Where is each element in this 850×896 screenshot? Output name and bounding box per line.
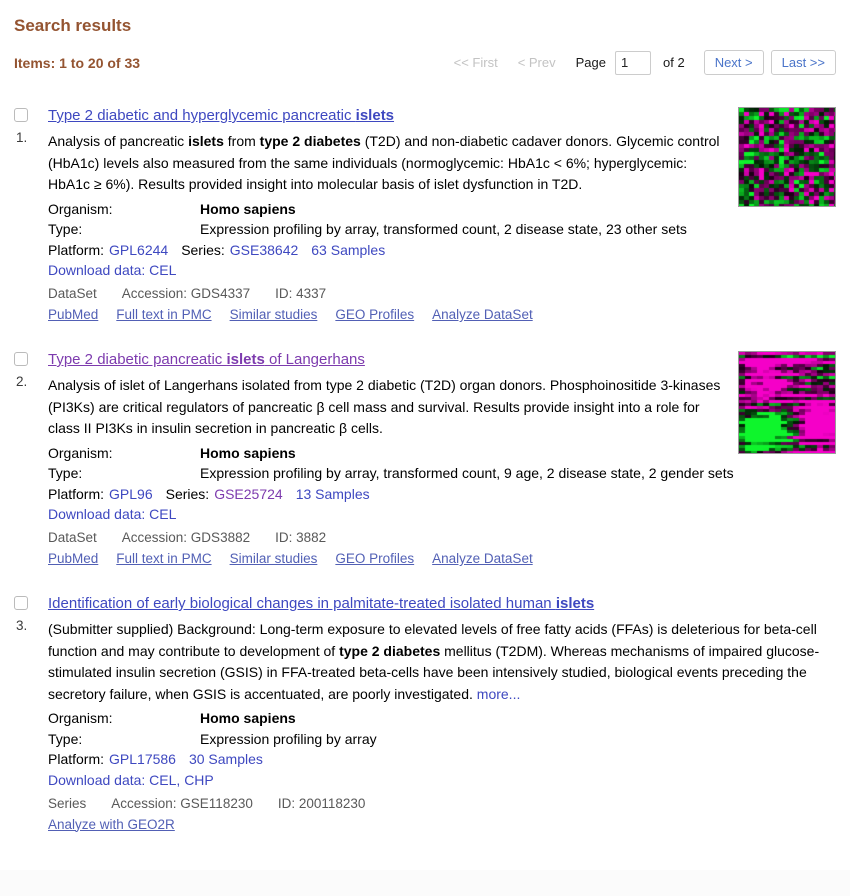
next-page-button[interactable]: Next > xyxy=(704,50,764,75)
platform-series-label: Platform: xyxy=(48,485,105,502)
text-run: Analysis of pancreatic xyxy=(48,133,189,149)
accession-link[interactable]: GSE38642 xyxy=(229,241,299,258)
field-row xyxy=(48,199,836,220)
text-run: Analysis of islet of Langerhans isolated from type 2 diabetic (T2D) organ donors. Phosphoinositide 3-kinases (PI3Ks) are critical regulators of pancreatic β cell mass and survival. Results provide insight into a role for class II PI3Ks in insulin secretion in pancreatic β cells. xyxy=(48,377,721,436)
accession-text: ID: 200118230 xyxy=(277,795,366,811)
page-title: Search results xyxy=(14,16,132,35)
text-run: (T2D) and non-diabetic cadaver donors. Glycemic control (HbA1c) levels also measured from the same individuals (normoglycemic: HbA1c < 6%; hyperglycemic: HbA1c ≥ 6%). Results provided insight into molecular basis of islet dysfunction in T2D. xyxy=(48,133,720,192)
result-content xyxy=(48,593,836,835)
field-row xyxy=(48,729,836,750)
result-number: 1. xyxy=(16,130,28,145)
accession-text: Accession: GDS4337 xyxy=(121,286,251,301)
search-result xyxy=(14,349,836,569)
result-gutter xyxy=(14,349,48,569)
field-row xyxy=(48,443,836,464)
search-result xyxy=(14,105,836,325)
accession-row xyxy=(48,283,836,304)
aux-links-row xyxy=(48,548,836,569)
result-number: 2. xyxy=(16,374,28,389)
dataset-heatmap-thumbnail[interactable] xyxy=(738,107,836,207)
download-data-link[interactable]: Download data: CEL xyxy=(48,262,177,278)
field-value: Expression profiling by array xyxy=(200,730,377,747)
text-run: islets xyxy=(188,133,224,149)
text-run: islets xyxy=(226,351,265,368)
items-count: Items: 1 to 20 of 33 xyxy=(14,54,141,71)
accession-text: DataSet xyxy=(48,530,97,545)
text-run: type 2 diabetes xyxy=(259,133,361,149)
download-data-link[interactable]: Download data: CEL xyxy=(48,506,177,522)
text-run: Identification of early biological changes in palmitate-treated isolated human xyxy=(48,595,556,612)
dataset-heatmap-thumbnail[interactable] xyxy=(738,351,836,454)
text-run: islets xyxy=(355,107,395,124)
subheader-row xyxy=(14,50,836,75)
result-description xyxy=(48,131,836,196)
aux-link[interactable]: GEO Profiles xyxy=(335,307,415,322)
page-number-input[interactable] xyxy=(615,51,651,75)
platform-series-label: Series: xyxy=(181,241,225,258)
result-description xyxy=(48,619,836,705)
accession-link[interactable]: GPL6244 xyxy=(109,241,169,258)
result-gutter xyxy=(14,105,48,325)
text-run: (Submitter supplied) Background: Long-term exposure to elevated levels of free fatty acids (FFAs) is deleterious for beta-cell function and may contribute to development of xyxy=(48,621,817,659)
text-run: from xyxy=(223,133,260,149)
last-page-button[interactable]: Last >> xyxy=(771,50,836,75)
result-content xyxy=(48,349,836,569)
accession-text: DataSet xyxy=(48,286,97,301)
accession-row xyxy=(48,527,836,548)
aux-link[interactable]: PubMed xyxy=(48,551,99,566)
download-row xyxy=(48,504,836,525)
accession-row xyxy=(48,793,836,814)
accession-text: ID: 4337 xyxy=(275,286,327,301)
platform-series-label: Series: xyxy=(165,485,210,502)
page-label: Page xyxy=(575,55,606,70)
result-title xyxy=(48,105,836,126)
prev-page-link: < Prev xyxy=(517,55,556,70)
accession-text: Series xyxy=(48,795,87,811)
result-title-link[interactable] xyxy=(48,351,365,368)
result-checkbox[interactable] xyxy=(14,108,28,122)
result-gutter xyxy=(14,593,48,835)
aux-link[interactable]: GEO Profiles xyxy=(335,551,415,566)
platform-series-row xyxy=(48,240,836,261)
field-value: Expression profiling by array, transformed count, 9 age, 2 disease state, 2 gender sets xyxy=(200,465,734,481)
download-row xyxy=(48,770,836,791)
result-title-link[interactable] xyxy=(48,107,394,124)
accession-link[interactable]: 30 Samples xyxy=(188,751,263,767)
footer-band xyxy=(0,870,850,896)
page-of-label: of 2 xyxy=(663,55,685,70)
results-list xyxy=(14,105,836,835)
aux-link[interactable]: Analyze DataSet xyxy=(432,551,533,566)
platform-series-row xyxy=(48,749,836,770)
aux-link[interactable]: Analyze with GEO2R xyxy=(48,816,175,832)
result-number: 3. xyxy=(16,618,28,633)
result-content xyxy=(48,105,836,325)
accession-link[interactable]: 63 Samples xyxy=(311,241,386,258)
accession-text: Accession: GDS3882 xyxy=(121,530,251,545)
aux-link[interactable]: Full text in PMC xyxy=(116,551,212,566)
aux-link[interactable]: Full text in PMC xyxy=(116,307,212,322)
first-page-link: << First xyxy=(453,55,498,70)
field-label: Organism: xyxy=(48,710,113,726)
result-title xyxy=(48,349,836,370)
download-data-link[interactable]: Download data: CEL, CHP xyxy=(48,771,214,788)
result-title-link[interactable] xyxy=(48,595,594,612)
result-checkbox[interactable] xyxy=(14,352,28,366)
field-value: Homo sapiens xyxy=(200,444,296,461)
platform-series-label: Platform: xyxy=(48,751,105,767)
aux-links-row xyxy=(48,304,836,325)
platform-series-label: Platform: xyxy=(48,241,105,258)
aux-link[interactable]: Similar studies xyxy=(229,307,318,322)
field-row xyxy=(48,463,836,484)
search-result xyxy=(14,593,836,835)
field-value: Expression profiling by array, transformed count, 2 disease state, 23 other sets xyxy=(200,221,687,237)
platform-series-row xyxy=(48,484,836,505)
field-label: Type: xyxy=(48,465,83,481)
result-fields xyxy=(48,708,836,749)
field-label: Organism: xyxy=(48,200,113,217)
result-checkbox[interactable] xyxy=(14,596,28,610)
field-value: Homo sapiens xyxy=(200,200,296,217)
text-run: islets xyxy=(555,595,595,612)
field-row xyxy=(48,708,836,729)
aux-link[interactable]: Similar studies xyxy=(229,551,318,566)
aux-links-row xyxy=(48,814,836,835)
text-run: of Langerhans xyxy=(264,351,365,368)
aux-link[interactable]: Analyze DataSet xyxy=(432,307,533,322)
field-label: Type: xyxy=(48,221,83,237)
field-value: Homo sapiens xyxy=(200,710,296,726)
result-description xyxy=(48,375,836,440)
accession-link[interactable]: GSE25724 xyxy=(214,485,283,502)
text-run: type 2 diabetes xyxy=(339,642,441,659)
accession-text: ID: 3882 xyxy=(275,530,327,545)
result-title xyxy=(48,593,836,614)
accession-text: Accession: GSE118230 xyxy=(111,795,253,811)
field-label: Type: xyxy=(48,730,83,747)
accession-link[interactable]: GPL17586 xyxy=(109,751,176,767)
text-run: Type 2 diabetic pancreatic xyxy=(48,351,227,368)
pagination xyxy=(454,50,836,75)
field-row xyxy=(48,219,836,240)
more-link[interactable]: more... xyxy=(476,685,521,702)
accession-link[interactable]: 13 Samples xyxy=(295,485,370,502)
text-run: Type 2 diabetic and hyperglycemic pancreatic xyxy=(48,107,356,124)
result-fields xyxy=(48,199,836,240)
text-run: mellitus (T2DM). Whereas mechanisms of impaired glucose-stimulated insulin secretion (GSIS) in FFA-treated beta-cells have been intensively studied, biological events preceding the secretory failure, when GSIS is accentuated, are poorly investigated. xyxy=(48,642,820,702)
field-label: Organism: xyxy=(48,444,113,461)
download-row xyxy=(48,260,836,281)
accession-link[interactable]: GPL96 xyxy=(109,485,153,502)
result-fields xyxy=(48,443,836,484)
aux-link[interactable]: PubMed xyxy=(48,307,99,322)
